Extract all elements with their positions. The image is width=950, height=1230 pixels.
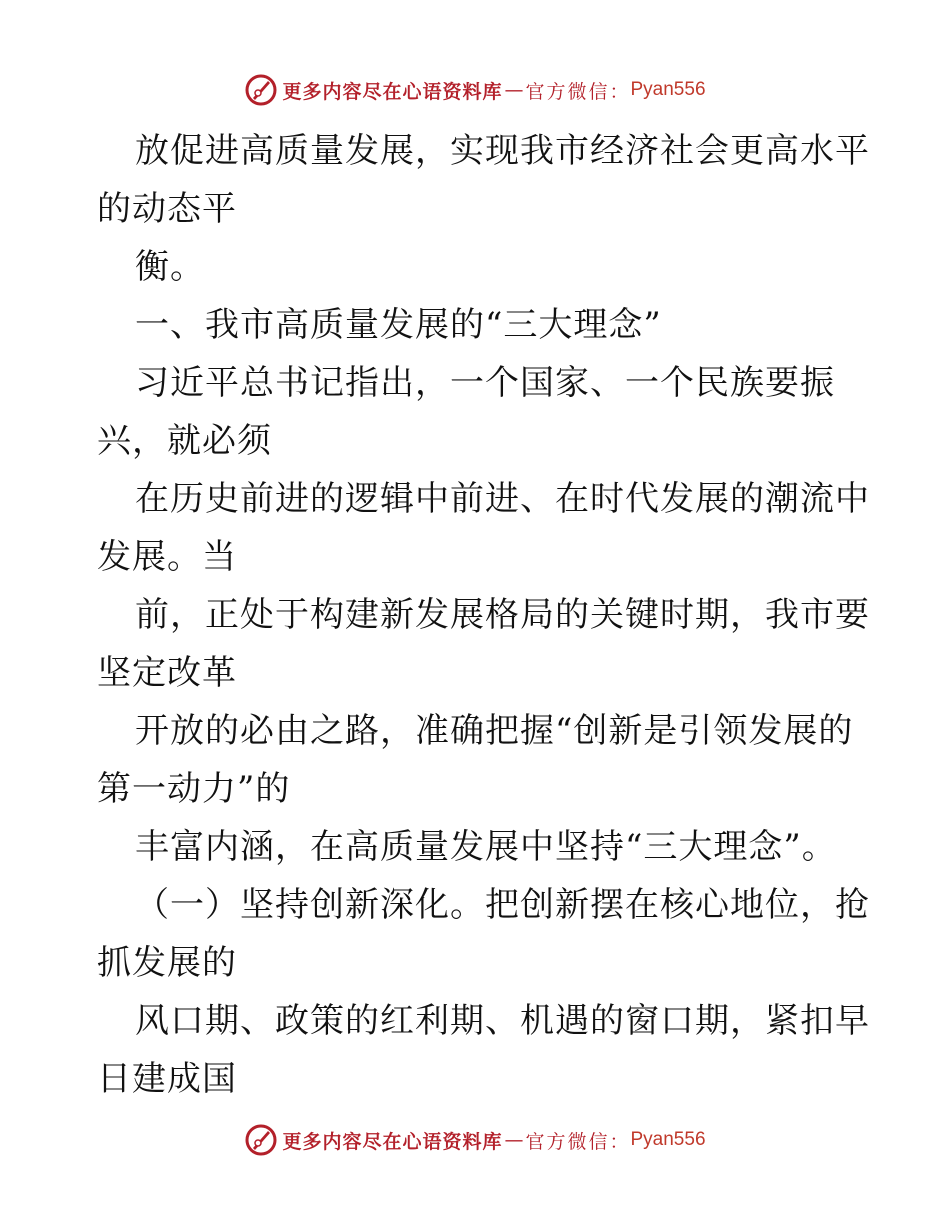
footer-watermark bbox=[0, 1120, 950, 1160]
header-dash: — bbox=[504, 79, 524, 101]
footer-account: Pyan556 bbox=[630, 1129, 706, 1150]
text-line: 习近平总书记指出，一个国家、一个民族要振 bbox=[135, 363, 835, 403]
header-wechat-label: 官方微信： bbox=[525, 80, 631, 103]
text-line: 风口期、政策的红利期、机遇的窗口期，紧扣早 bbox=[135, 1001, 870, 1041]
text-line: 放促进高质量发展，实现我市经济社会更高水平 bbox=[135, 131, 870, 171]
text-line: 丰富内涵，在高质量发展中坚持“三大理念”。 bbox=[135, 827, 837, 867]
text-line: 日建成国 bbox=[97, 1059, 237, 1099]
text-line: 前，正处于构建新发展格局的关键时期，我市要 bbox=[135, 595, 870, 635]
text-line: 发展。当 bbox=[97, 537, 237, 577]
footer-dash: — bbox=[504, 1129, 524, 1151]
text-line: 第一动力”的 bbox=[97, 769, 291, 809]
quill-circle-icon bbox=[244, 73, 278, 107]
header-watermark bbox=[0, 70, 950, 110]
text-line: 兴，就必须 bbox=[97, 421, 272, 461]
header-brand: 更多内容尽在心语资料库 bbox=[282, 80, 503, 103]
text-line: 在历史前进的逻辑中前进、在时代发展的潮流中 bbox=[135, 479, 870, 519]
text-line: 开放的必由之路，准确把握“创新是引领发展的 bbox=[135, 711, 854, 751]
footer-wechat-label: 官方微信： bbox=[525, 1130, 631, 1153]
text-line: 坚定改革 bbox=[97, 653, 237, 693]
section-heading: 一、我市高质量发展的“三大理念” bbox=[135, 305, 662, 345]
text-line: 衡。 bbox=[135, 247, 205, 287]
text-line: 的动态平 bbox=[97, 189, 237, 229]
subsection-heading: （一）坚持创新深化。把创新摆在核心地位，抢 bbox=[135, 885, 870, 925]
header-account: Pyan556 bbox=[630, 79, 706, 100]
quill-circle-icon bbox=[244, 1123, 278, 1157]
footer-brand: 更多内容尽在心语资料库 bbox=[282, 1130, 503, 1153]
text-line: 抓发展的 bbox=[97, 943, 237, 983]
document-body bbox=[97, 122, 870, 1108]
